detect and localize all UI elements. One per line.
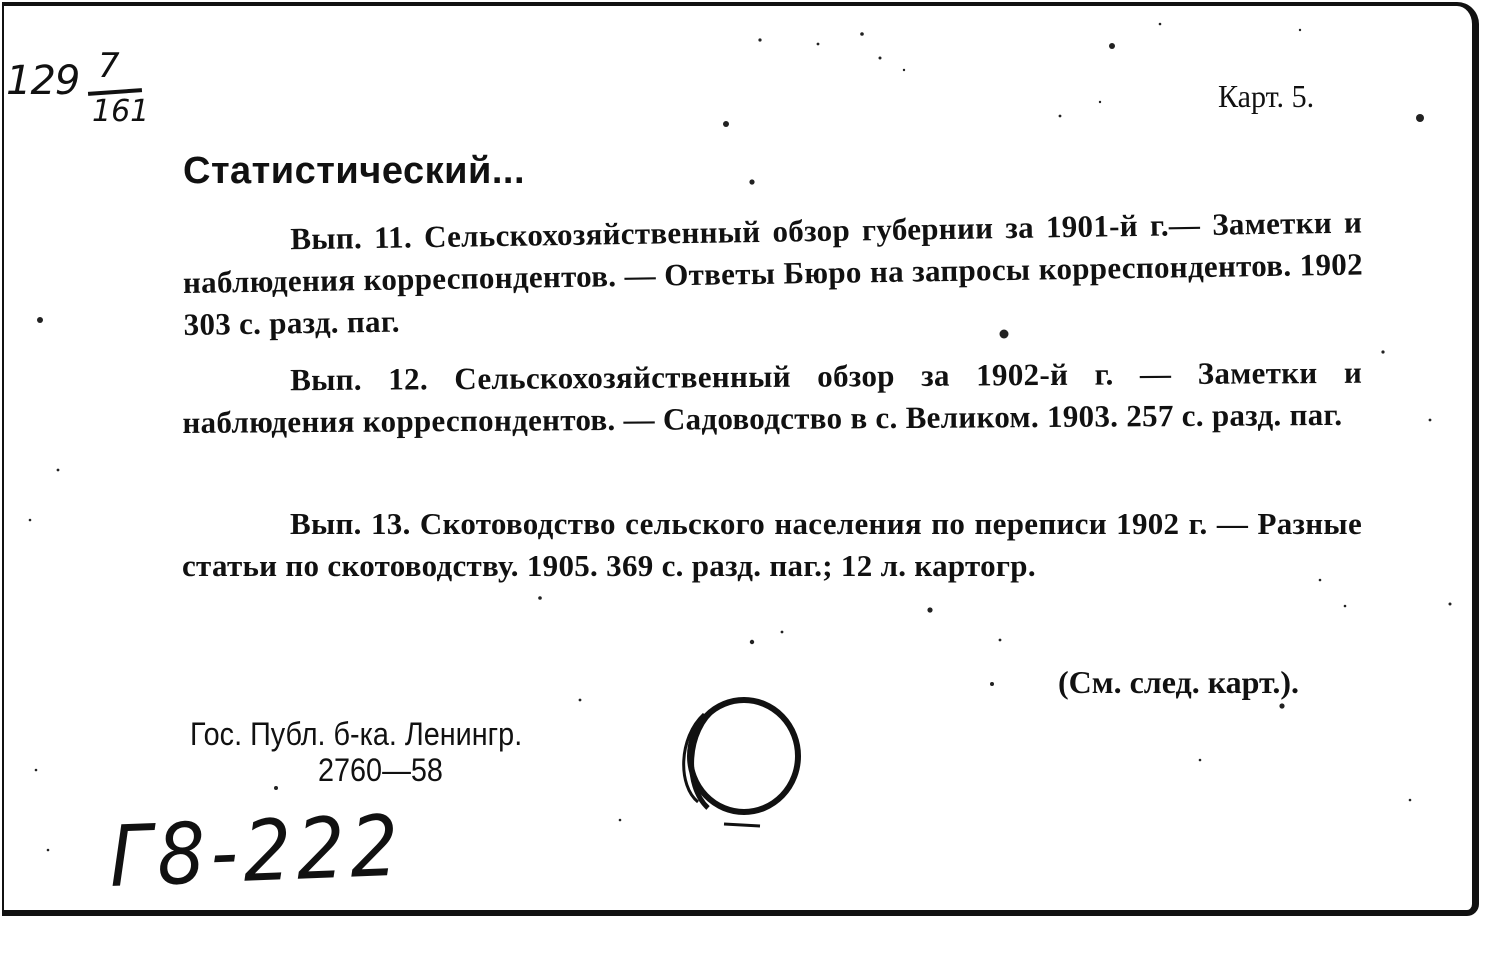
entry-text: Вып. 12. Сельскохозяйственный обзор за 1902-й г. — Заметки и наблюдения корреспондентов. — Садоводство в с. Великом. 1903. 257 с. разд. паг. xyxy=(182,354,1363,440)
entry-issue-12 xyxy=(182,352,1363,444)
shelf-mark-fraction-top: 7 xyxy=(98,46,120,86)
library-print-number: 2760—58 xyxy=(318,752,443,788)
card-number: Карт. 5. xyxy=(1218,78,1315,114)
shelf-mark-fraction xyxy=(88,46,150,138)
entry-issue-13 xyxy=(182,503,1362,587)
handwritten-call-number: Г8-222 xyxy=(108,796,406,906)
shelf-mark-number: 129 xyxy=(6,58,80,104)
shelf-mark-fraction-bottom: 161 xyxy=(92,94,150,129)
card-title: Статистический... xyxy=(183,150,526,192)
entry-issue-11 xyxy=(182,201,1364,346)
entry-text: Вып. 11. Сельскохозяйственный обзор губернии за 1901-й г.— Заметки и наблюдения корреспондентов. — Ответы Бюро на запросы корреспондентов. 1902 303 с. разд. паг. xyxy=(182,204,1364,342)
library-imprint: Гос. Публ. б-ка. Ленингр. xyxy=(190,716,523,752)
punch-hole-mark xyxy=(664,690,814,840)
entry-text: Вып. 13. Скотоводство сельского населения по переписи 1902 г. — Разные статьи по скотоводству. 1905. 369 с. разд. паг.; 12 л. картогр. xyxy=(182,506,1362,583)
continuation-note: (См. след. карт.). xyxy=(1058,664,1299,700)
